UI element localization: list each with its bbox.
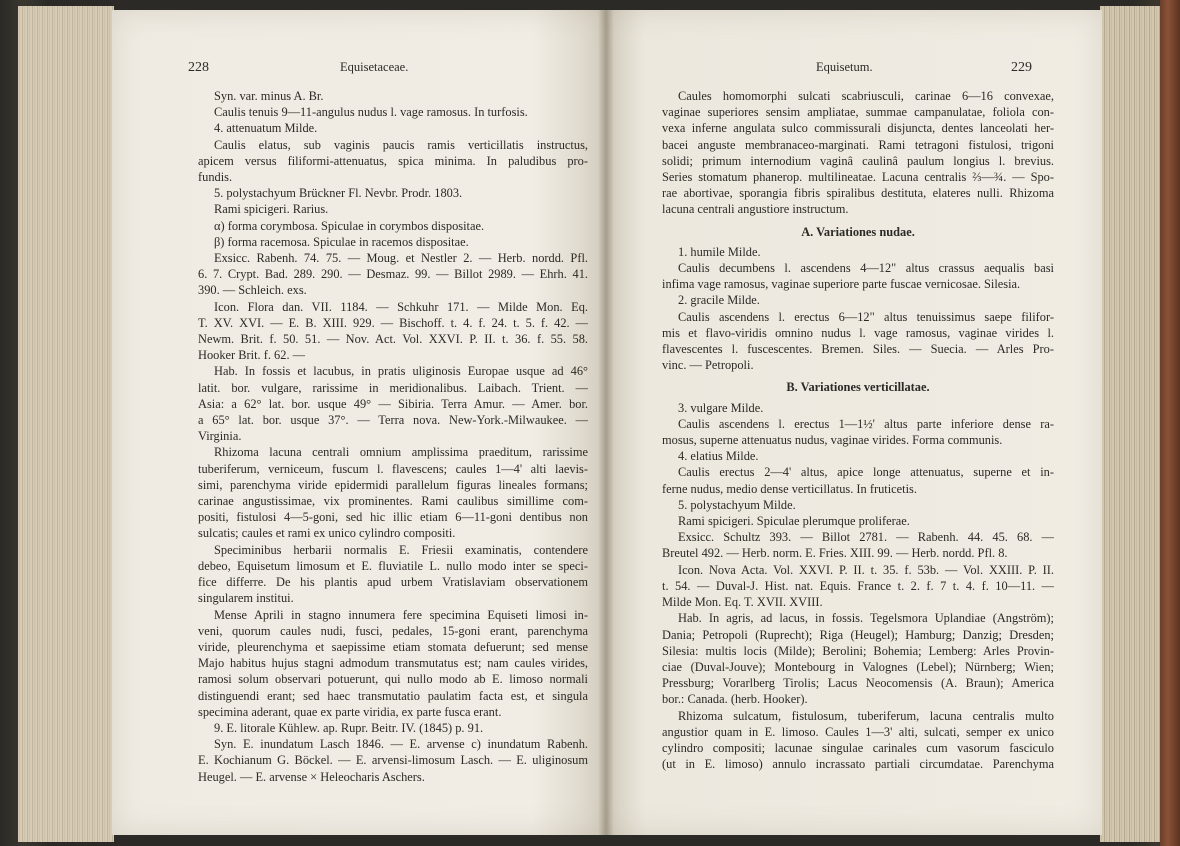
- text-line: mis et flavo-viridis omnino nudus l. vage ramosus, vaginae virides l.: [662, 325, 1054, 340]
- text-line: Breutel 492. — Herb. norm. E. Fries. XIII. 99. — Herb. nordd. Pfl. 8.: [662, 546, 1008, 561]
- text-line: a 65° lat. bor. usque 37°. — Terra nova. New-York.-Milwaukee. —: [198, 413, 588, 428]
- text-line: vaginae superiores sensim ampliatae, summae campanulatae, foliola con-: [662, 105, 1054, 120]
- right-text-body: [662, 88, 1054, 772]
- text-line: Caulis elatus, sub vaginis paucis ramis verticillatis instructus,: [214, 137, 588, 152]
- book-cover-edge: [1160, 0, 1180, 846]
- text-line: Exsicc. Rabenh. 74. 75. — Moug. et Nestler 2. — Herb. nordd. Pfl.: [214, 251, 588, 266]
- text-line: distinguendi erant; sed haec transmutatio paulatim facta est, et singula: [198, 688, 588, 703]
- text-line: Caulis ascendens l. erectus 6—12" altus tenuissimus saepe filifor-: [678, 309, 1054, 324]
- text-line: Caulis ascendens l. erectus 1—1½' altus parte inferiore dense ra-: [678, 416, 1054, 431]
- text-line: Hab. In agris, ad lacus, in fossis. Tegelsmora Uplandiae (Angström);: [678, 611, 1054, 626]
- text-line: vinc. — Petropoli.: [662, 358, 754, 373]
- text-line: 9. E. litorale Kühlew. ap. Rupr. Beitr. IV. (1845) p. 91.: [214, 720, 484, 735]
- text-line: bacei anguste membranaceo-marginati. Rami tetragoni fistulosi, trigoni: [662, 137, 1054, 152]
- text-line: Virginia.: [198, 429, 242, 444]
- text-line: Pressburg; Vorarlberg Tirolis; Lacus Neocomensis (A. Braun); America: [662, 676, 1054, 691]
- text-line: Heugel. — E. arvense × Heleocharis Aschers.: [198, 769, 425, 784]
- text-line: (ut in E. limoso) annulo incrassato partiali circumdatae. Parenchyma: [662, 757, 1054, 772]
- text-line: Milde Mon. Eq. T. XVII. XVIII.: [662, 595, 823, 610]
- text-line: solidi; primum internodium vaginâ caulinâ paulum longius l. brevius.: [662, 153, 1054, 168]
- text-line: Silesia: multis locis (Milde); Berolini; Bohemia; Lemberg: Arles Provin-: [662, 643, 1054, 658]
- page-edges-left: [18, 6, 114, 842]
- text-line: simi, parenchyma viride epidermidi parallelum figuras lineales formans;: [198, 477, 588, 492]
- text-line: Caulis decumbens l. ascendens 4—12" altus crassus aequalis basi: [678, 261, 1054, 276]
- text-line: Exsicc. Schultz 393. — Billot 2781. — Rabenh. 44. 45. 68. —: [678, 530, 1054, 545]
- text-line: α) forma corymbosa. Spiculae in corymbos dispositae.: [214, 218, 485, 233]
- text-line: A. Variationes nudae.: [801, 224, 915, 239]
- text-line: Rhizoma sulcatum, fistulosum, tuberiferum, lacuna centralis multo: [678, 708, 1054, 723]
- right-page-number: 229: [1011, 60, 1032, 75]
- text-line: rae abortivae, sporangia fibris spiralibus destituta, elateres nulli. Rhizoma: [662, 186, 1054, 201]
- text-line: 4. elatius Milde.: [678, 449, 759, 464]
- text-line: 3. vulgare Milde.: [678, 400, 764, 415]
- left-page: [112, 10, 606, 835]
- text-line: E. Kochianum G. Böckel. — E. arvensi-limosum Lasch. — E. uliginosum: [198, 753, 588, 768]
- text-line: ferne nudus, medio dense verticillatus. In fruticetis.: [662, 481, 917, 496]
- text-line: ciae (Duval-Jouve); Montebourg in Valognes (Lebel); Nürnberg; Wien;: [662, 659, 1054, 674]
- text-line: Hooker Brit. f. 62. —: [198, 348, 306, 363]
- text-line: 390. — Schleich. exs.: [198, 283, 307, 298]
- text-line: mosus, superne attenuatus nudus, vaginae virides. Forma communis.: [662, 433, 1003, 448]
- text-line: bor.: Canada. (herb. Hooker).: [662, 692, 808, 707]
- text-line: viride, pleurenchyma et saepissime etiam stomata defuerunt; sed mense: [198, 639, 588, 654]
- text-line: 1. humile Milde.: [678, 244, 761, 259]
- book-gutter: [598, 10, 614, 835]
- text-line: Caulis erectus 2—4' altus, apice longe attenuatus, superne et in-: [678, 465, 1054, 480]
- text-line: Icon. Flora dan. VII. 1184. — Schkuhr 171. — Milde Mon. Eq.: [214, 299, 588, 314]
- text-line: carinae angustissimae, vix prominentes. Rami caulibus simillime com-: [198, 494, 588, 509]
- text-line: 2. gracile Milde.: [678, 293, 760, 308]
- text-line: 4. attenuatum Milde.: [214, 121, 318, 136]
- text-line: singularem institui.: [198, 591, 294, 606]
- text-line: 5. polystachyum Brückner Fl. Nevbr. Prodr. 1803.: [214, 186, 463, 201]
- text-line: angustior quam in E. limoso. Caules 1—3' alti, sulcati, semper ex unico: [662, 724, 1054, 739]
- text-line: vexa inferne angulata sulco commissurali disjuncta, dentes lanceolati her-: [662, 121, 1054, 136]
- text-line: debeo, Equisetum limosum et E. fluviatile L. nullo modo inter se speci-: [198, 558, 588, 573]
- left-running-title: Equisetaceae.: [340, 60, 409, 74]
- text-line: Rami spicigeri. Rarius.: [214, 202, 329, 217]
- text-line: Rhizoma lacuna centrali omnium amplissima praeditum, rarissime: [214, 445, 588, 460]
- left-page-number: 228: [188, 60, 209, 75]
- text-line: latit. bor. vulgare, rarissime in meridionalibus. Laibach. Trient. —: [198, 380, 588, 395]
- text-line: Newm. Brit. f. 50. 51. — Nov. Act. Vol. XXVI. P. II. t. 36. f. 55. 58.: [198, 332, 588, 347]
- text-line: fice differre. De his plantis apud urbem Vratislaviam observationem: [198, 575, 588, 590]
- text-line: T. XV. XVI. — E. B. XIII. 929. — Bischoff. t. 4. f. 24. t. 5. f. 42. —: [198, 315, 588, 330]
- text-line: positi, fistulosi 4—5-goni, sed hic illic etiam 6—11-goni dentibus non: [198, 510, 588, 525]
- text-line: infima vage ramosus, vaginae superiore parte fuscae vernicosae. Silesia.: [662, 277, 1021, 292]
- text-line: Rami spicigeri. Spiculae plerumque proliferae.: [678, 514, 910, 529]
- text-line: veni, quorum caules nudi, fusci, pedales, 15-goni erant, parenchyma: [198, 623, 588, 638]
- text-line: fundis.: [198, 170, 233, 185]
- text-line: apicem versus filiformi-attenuatus, spica minima. In paludibus pro-: [198, 153, 588, 168]
- page-edges-right: [1100, 6, 1162, 842]
- text-line: Caulis tenuis 9—11-angulus nudus l. vage ramosus. In turfosis.: [214, 105, 528, 120]
- right-page: [606, 10, 1102, 835]
- text-line: Caules homomorphi sulcati scabriusculi, carinae 6—16 convexae,: [678, 89, 1054, 103]
- text-line: specimina aderant, quae ex parte viridia, ex parte fusca erant.: [198, 704, 502, 719]
- text-line: Mense Aprili in stagno innumera fere specimina Equiseti limosi in-: [214, 607, 588, 622]
- text-line: cylindro compositi; lacunae singulae carinales cum vasorum fasciculo: [662, 740, 1054, 755]
- text-line: Syn. var. minus A. Br.: [214, 89, 324, 103]
- text-line: β) forma racemosa. Spiculae in racemos dispositae.: [214, 234, 469, 249]
- text-line: Majo habitus hujus stagni admodum transmutatus est; nam caules virides,: [198, 656, 588, 671]
- text-line: Icon. Nova Acta. Vol. XXVI. P. II. t. 35. f. 53b. — Vol. XXIII. P. II.: [678, 562, 1054, 577]
- text-line: Speciminibus herbarii normalis E. Friesii examinatis, contendere: [214, 542, 588, 557]
- left-text-body: [198, 88, 588, 785]
- text-line: ramosi solum observari potuerunt, qui nullo modo ab E. limoso normali: [198, 672, 588, 687]
- text-line: tuberiferum, verniceum, fuscum l. flavescens; caules 1—4' alti laevis-: [198, 461, 588, 476]
- right-running-title: Equisetum.: [816, 60, 873, 74]
- text-line: t. 54. — Duval-J. Hist. nat. Equis. France t. 2. f. 7 t. 4. f. 10—11. —: [662, 578, 1054, 593]
- text-line: lacuna centrali angustiore instructum.: [662, 202, 849, 217]
- text-line: Dania; Petropoli (Ruprecht); Riga (Heugel); Hamburg; Danzig; Dresden;: [662, 627, 1054, 642]
- text-line: B. Variationes verticillatae.: [786, 380, 930, 395]
- text-line: Series stomatum phanerop. multilineatae. Lacuna centralis ⅔—¾. — Spo-: [662, 170, 1054, 185]
- text-line: sulcatis; caules et rami ex unico cylindro compositi.: [198, 526, 456, 541]
- text-line: Syn. E. inundatum Lasch 1846. — E. arvense c) inundatum Rabenh.: [214, 737, 588, 752]
- text-line: flavescentes l. fuscescentes. Bremen. Siles. — Suecia. — Arles Pro-: [662, 342, 1054, 357]
- text-line: Hab. In fossis et lacubus, in pratis uliginosis Europae usque ad 46°: [214, 364, 588, 379]
- text-line: 5. polystachyum Milde.: [678, 497, 796, 512]
- text-line: Asia: a 62° lat. bor. usque 49° — Sibiria. Terra Amur. — Amer. bor.: [198, 396, 588, 411]
- text-line: 6. 7. Crypt. Bad. 289. 290. — Desmaz. 99. — Billot 2989. — Ehrh. 41.: [198, 267, 588, 282]
